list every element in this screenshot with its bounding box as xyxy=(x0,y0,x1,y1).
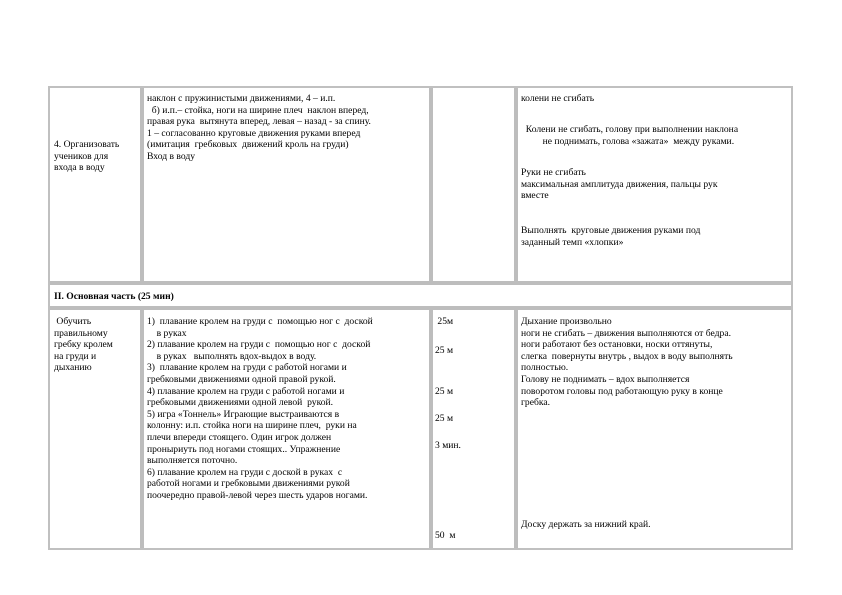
row2-dosage-3: 25 м xyxy=(435,386,454,397)
row2-notes-b: Доску держать за нижний край. xyxy=(521,519,651,530)
column-divider xyxy=(514,88,518,281)
row1-notes-c: Руки не сгибать максимальная амплитуда движения, пальцы рук вместе xyxy=(521,167,718,202)
row-divider xyxy=(50,281,791,285)
column-divider xyxy=(140,310,144,548)
row2-task-cell: Обучить правильному гребку кролем на груди и дыханию xyxy=(54,316,113,374)
row1-task-cell: 4. Организовать учеников для входа в воду xyxy=(54,139,120,174)
row2-dosage-2: 25 м xyxy=(435,345,454,356)
column-divider xyxy=(429,88,433,281)
section-header: II. Основная часть (25 мин) xyxy=(54,291,174,302)
row1-notes-a: колени не сгибать xyxy=(521,93,595,104)
column-divider xyxy=(429,310,433,548)
row2-dosage-6: 50 м xyxy=(435,530,456,541)
row-divider xyxy=(50,306,791,310)
row2-dosage-5: 3 мин. xyxy=(435,440,461,451)
row1-content-cell: наклон с пружинистыми движениями, 4 – и.п. б) и.п.– стойка, ноги на ширине плеч наклон вперед, правая рука вытянута вперед, левая – назад - за спину. 1 – согласованно круговые движения руками вперед (имитация гребковых движений кроль на груди) Вход в воду xyxy=(147,93,371,162)
row2-notes-a: Дыхание произвольно ноги не сгибать – движения выполняются от бедра. ноги работают без остановки, носки оттянуты, слегка повернуты внутрь , выдох в воду выполнять полностью. Голову не поднимать – вдох выполняется поворотом головы под работающую руку в конце гребка. xyxy=(521,316,733,409)
row2-dosage-4: 25 м xyxy=(435,413,454,424)
column-divider xyxy=(514,310,518,548)
column-divider xyxy=(140,88,144,281)
row2-dosage-1: 25м xyxy=(435,316,454,327)
row1-notes-b: Колени не сгибать, голову при выполнении наклона не поднимать, голова «зажата» между руками. xyxy=(525,124,739,147)
row2-content-cell: 1) плавание кролем на груди с помощью ног с доской в руках 2) плавание кролем на груди с помощью ног с доской в руках выполнять вдох-выдох в воду. 3) плавание кролем на груди с работой ногами и гребковыми движениями одной правой рукой. 4) плавание кролем на груди с работой ногами и гребковыми движениями одной левой рукой. 5) игра «Тоннель» Играющие выстраиваются в колонну: и.п. стойка ноги на ширине плеч, руки на плечи впереди стоящего. Один игрок должен проныриуть под ногами стоящих.. Упражнение выполняется поточно. 6) плавание кролем на груди с доской в руках с работой ногами и гребковыми движениями рукой поочередно правой-левой через шесть ударов ногами. xyxy=(147,316,373,501)
row1-notes-d: Выполнять круговые движения руками под заданный темп «хлопки» xyxy=(521,225,701,248)
